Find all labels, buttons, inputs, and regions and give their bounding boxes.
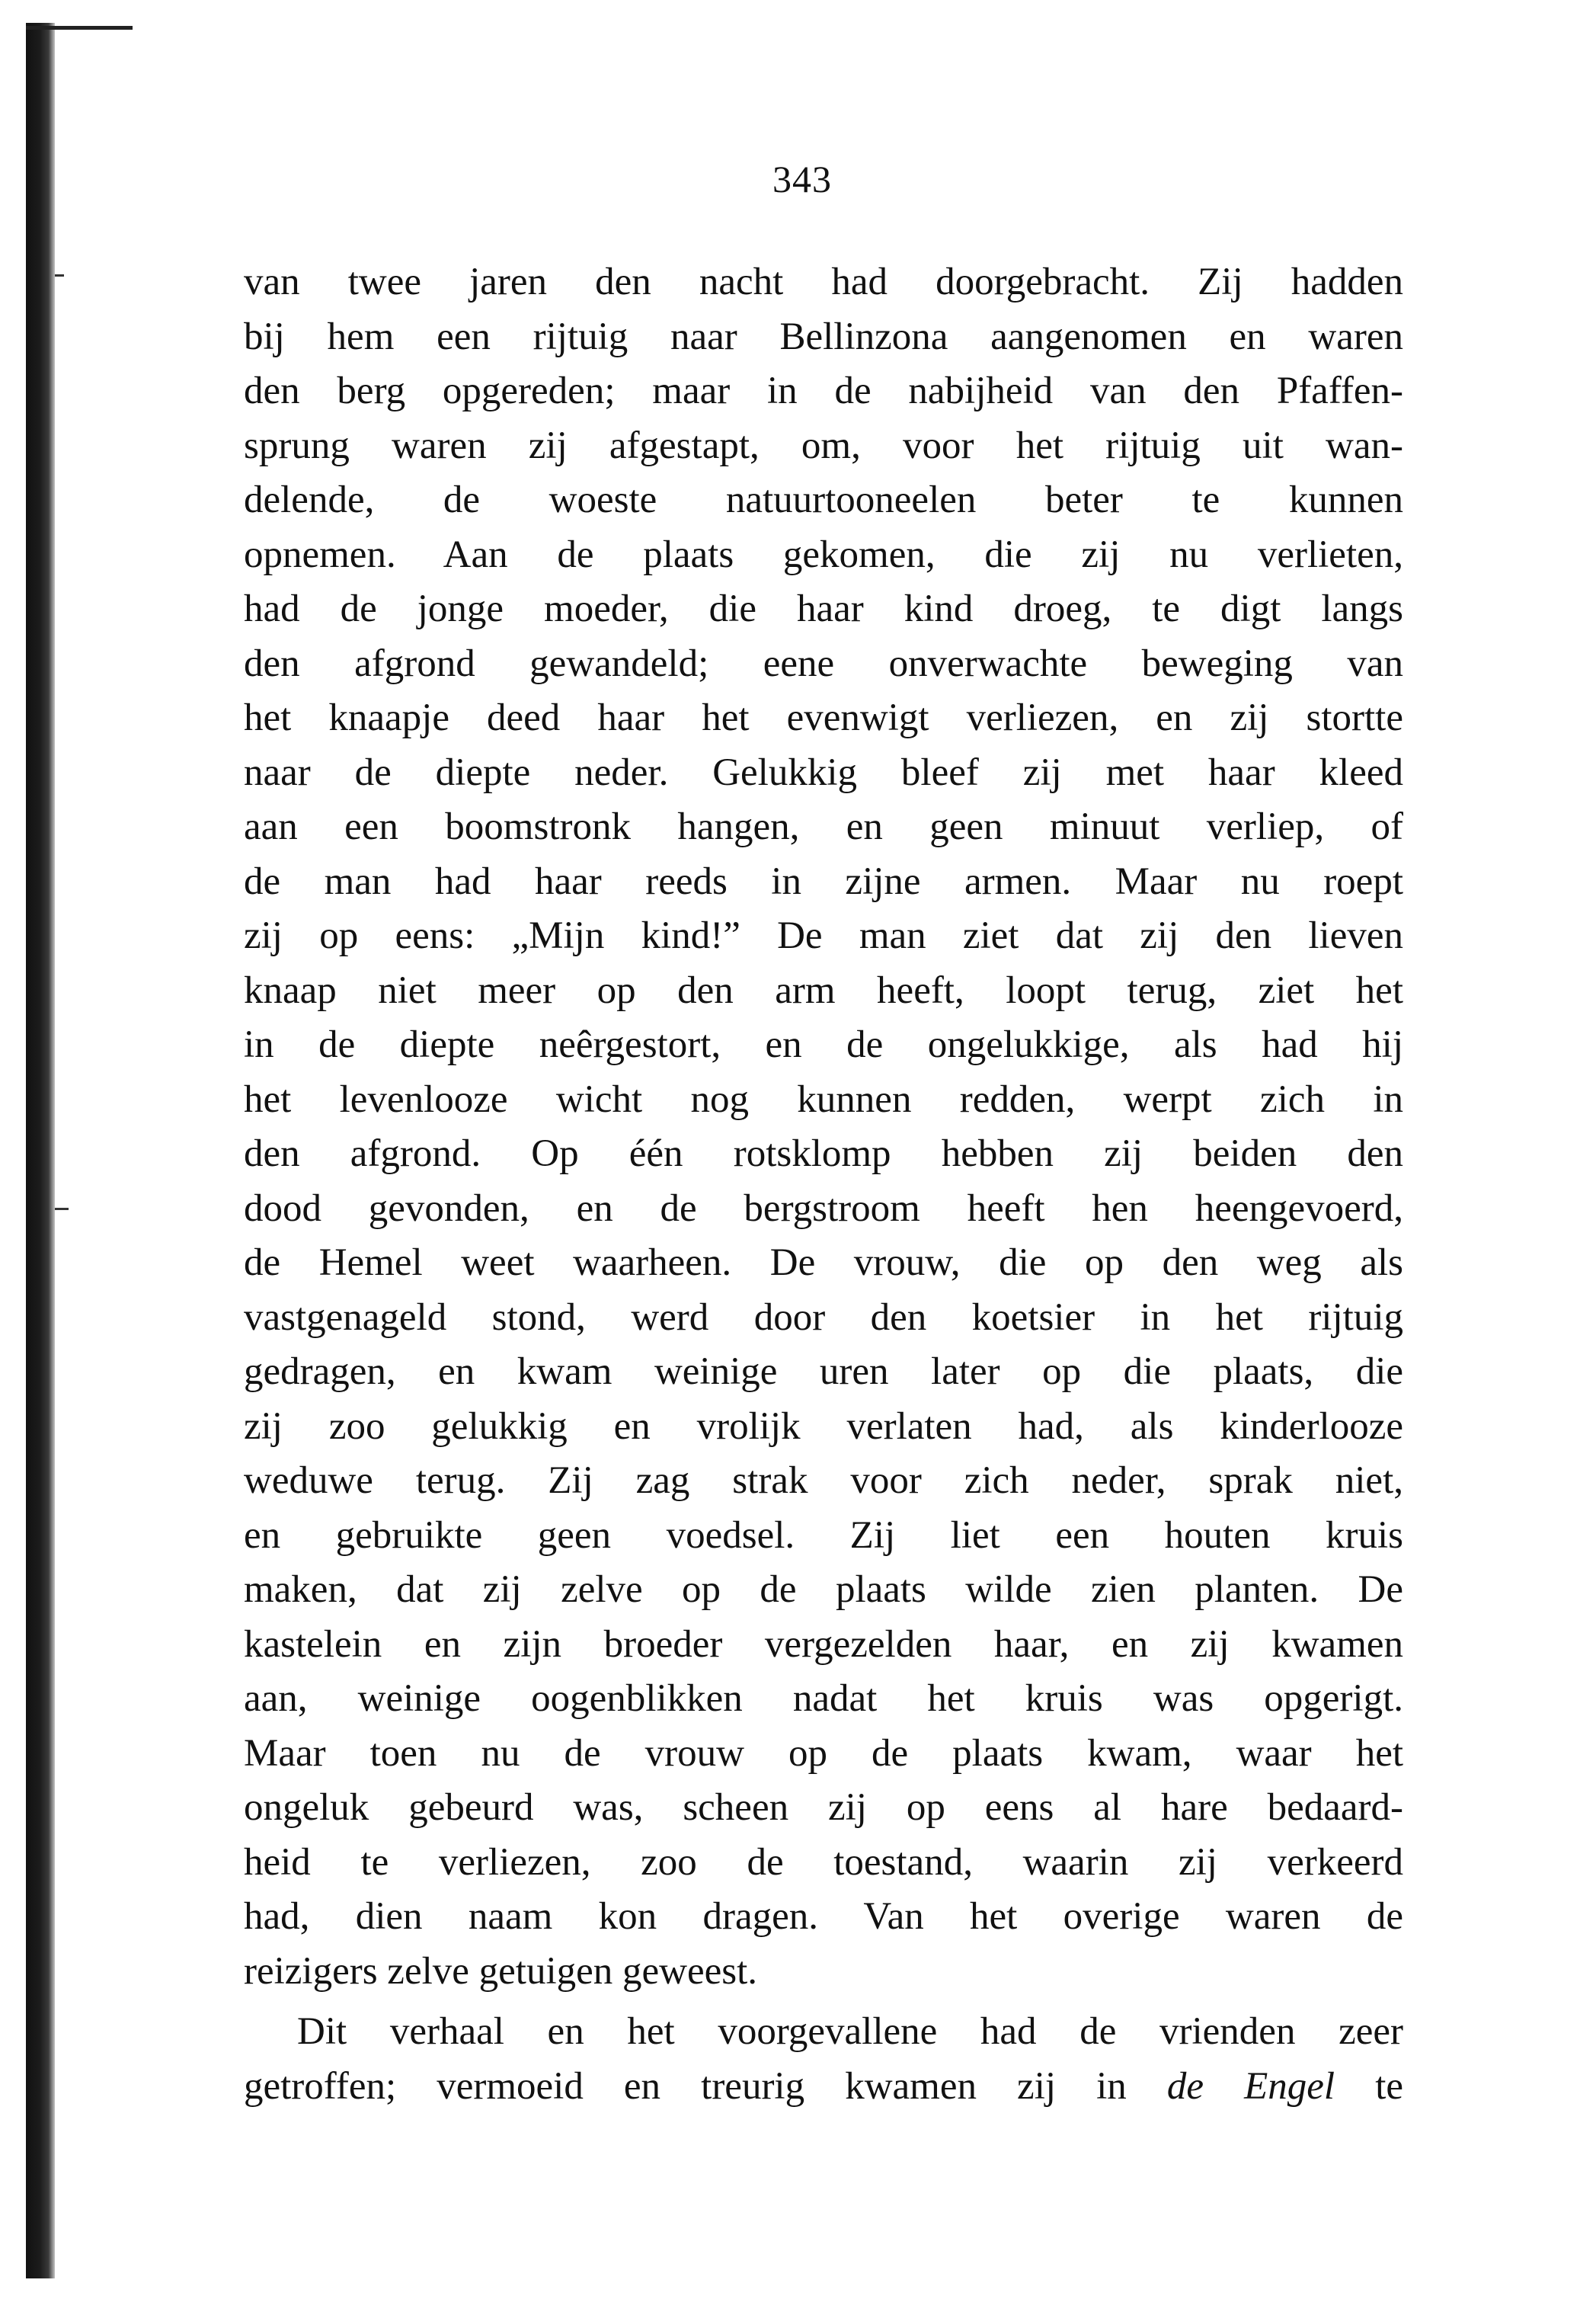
text-line: maken, dat zij zelve op de plaats wilde zien planten. De bbox=[244, 1568, 1403, 1611]
scan-top-edge bbox=[26, 26, 133, 30]
text-line: vastgenageld stond, werd door den koetsier in het rijtuig bbox=[244, 1295, 1403, 1339]
text-line: delende, de woeste natuurtooneelen beter te kunnen bbox=[244, 479, 1403, 521]
text-line-last: reizigers zelve getuigen geweest. bbox=[244, 1949, 758, 1993]
text-line: Maar toen nu de vrouw op de plaats kwam, waar het bbox=[244, 1731, 1403, 1775]
text-line: de man had haar reeds in zijne armen. Maar nu roept bbox=[244, 860, 1403, 903]
text-line: zij zoo gelukkig en vrolijk verlaten had, als kinderlooze bbox=[244, 1404, 1403, 1448]
paragraph2-line2 bbox=[244, 2060, 1403, 2115]
text-line: aan, weinige oogenblikken nadat het kruis was opgerigt. bbox=[244, 1677, 1403, 1720]
text-line: weduwe terug. Zij zag strak voor zich neder, sprak niet, bbox=[244, 1459, 1403, 1502]
text-line: kastelein en zijn broeder vergezelden haar, en zij kwamen bbox=[244, 1622, 1403, 1666]
text-line: den afgrond gewandeld; eene onverwachte beweging van bbox=[244, 642, 1403, 685]
text-line: zij op eens: „Mijn kind!” De man ziet dat zij den lieven bbox=[244, 914, 1403, 957]
scan-edge-mark bbox=[55, 274, 64, 277]
text-line: heid te verliezen, zoo de toestand, waarin zij verkeerd bbox=[244, 1840, 1403, 1884]
text-line: den afgrond. Op één rotsklomp hebben zij beiden den bbox=[244, 1132, 1403, 1175]
page-number: 343 bbox=[772, 158, 832, 200]
text-line: opnemen. Aan de plaats gekomen, die zij nu verlieten, bbox=[244, 533, 1403, 576]
inn-name-italic: de Engel bbox=[1166, 2064, 1335, 2108]
text-line: had de jonge moeder, die haar kind droeg, te digt langs bbox=[244, 588, 1403, 630]
text-line: het levenlooze wicht nog kunnen redden, werpt zich in bbox=[244, 1077, 1403, 1121]
text-line: ongeluk gebeurd was, scheen zij op eens al hare bedaard- bbox=[244, 1786, 1403, 1829]
text-line: aan een boomstronk hangen, en geen minuut verliep, of bbox=[244, 805, 1403, 848]
text-line: de Hemel weet waarheen. De vrouw, die op den weg als bbox=[244, 1241, 1403, 1284]
text-line: knaap niet meer op den arm heeft, loopt terug, ziet het bbox=[244, 969, 1403, 1012]
text-line: den berg opgereden; maar in de nabijheid van den Pfaffen- bbox=[244, 370, 1403, 412]
paragraph2-line1: Dit verhaal en het voorgevallene had de vrienden zeer bbox=[297, 2010, 1403, 2053]
paragraph2-text-before: getroffen; vermoeid en treurig kwamen zij in bbox=[244, 2064, 1167, 2108]
text-line: in de diepte neêrgestort, en de ongelukkige, als had hij bbox=[244, 1023, 1403, 1066]
text-line: had, dien naam kon dragen. Van het overige waren de bbox=[244, 1895, 1403, 1938]
text-line: dood gevonden, en de bergstroom heeft hen heengevoerd, bbox=[244, 1186, 1403, 1230]
paragraph2-text-after: te bbox=[1335, 2064, 1403, 2108]
text-line: naar de diepte neder. Gelukkig bleef zij met haar kleed bbox=[244, 751, 1403, 794]
scan-edge-mark bbox=[55, 1208, 69, 1210]
text-line: sprung waren zij afgestapt, om, voor het rijtuig uit wan- bbox=[244, 424, 1403, 467]
text-line: bij hem een rijtuig naar Bellinzona aangenomen en waren bbox=[244, 315, 1403, 358]
text-line: van twee jaren den nacht had doorgebracht. Zij hadden bbox=[244, 261, 1403, 303]
body-text bbox=[244, 255, 1403, 2114]
text-line: en gebruikte geen voedsel. Zij liet een houten kruis bbox=[244, 1513, 1403, 1557]
text-line: gedragen, en kwam weinige uren later op die plaats, die bbox=[244, 1350, 1403, 1393]
scan-spine-edge bbox=[26, 23, 55, 2278]
text-line: het knaapje deed haar het evenwigt verliezen, en zij stortte bbox=[244, 696, 1403, 739]
